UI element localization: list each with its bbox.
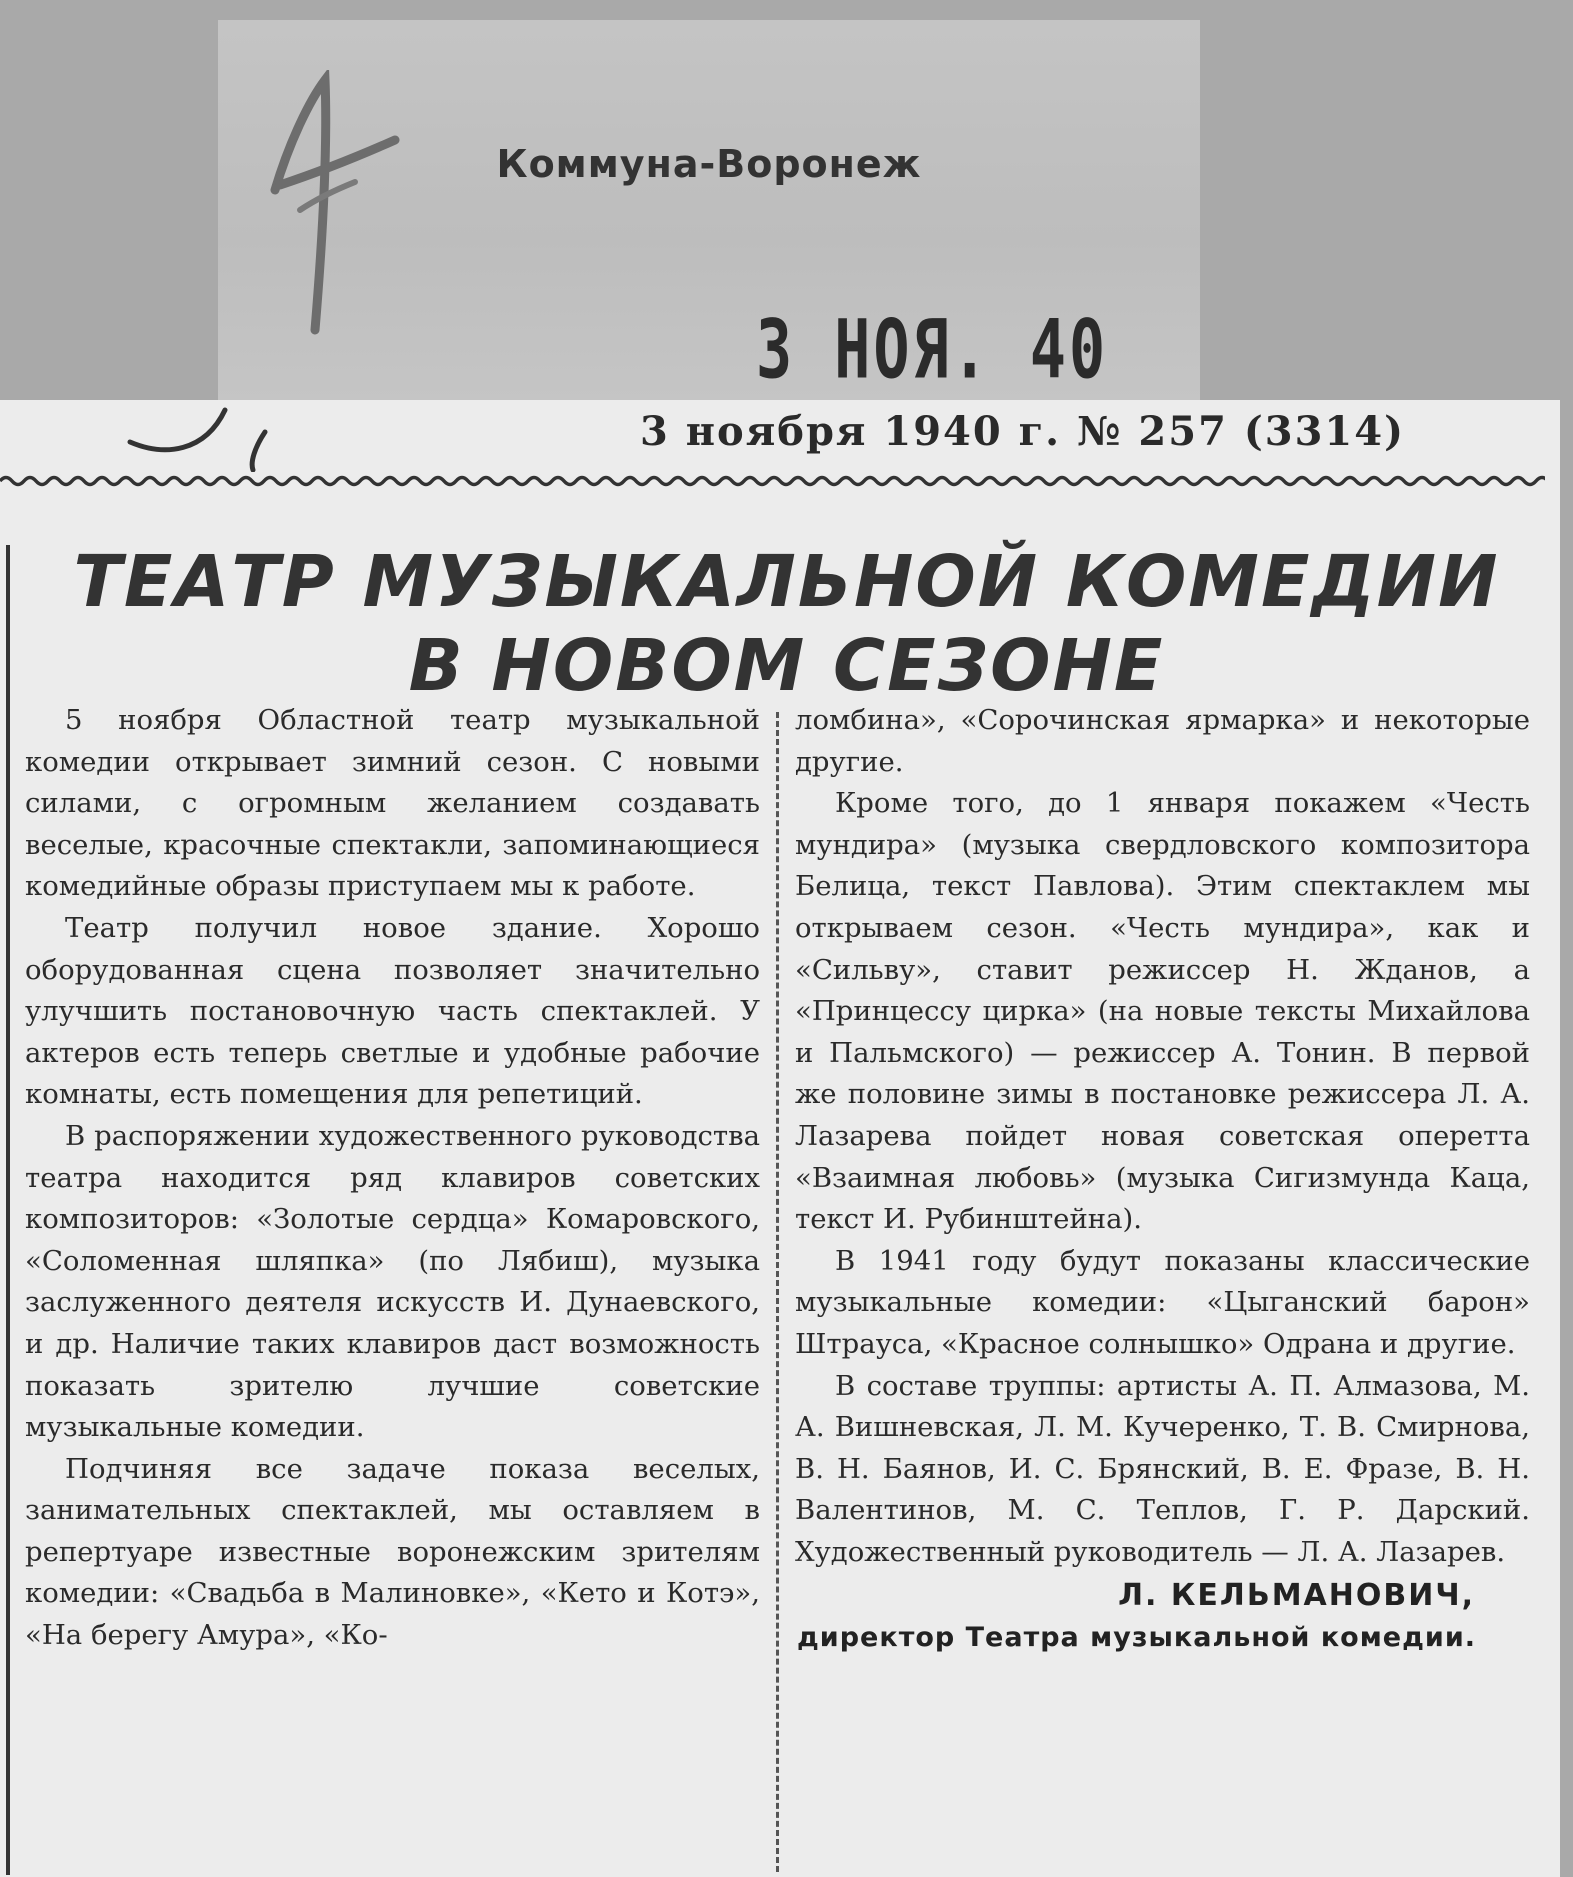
handwritten-mark — [255, 70, 415, 340]
headline-line-2: В НОВОМ СЕЗОНЕ — [408, 624, 1165, 707]
paragraph: Кроме того, до 1 января покажем «Честь мундира» (музыка свердловского композитора Белица, текст Павлова). Этим спектаклем мы открываем сезон. «Честь мундира», как и «Сильву», ставит режиссер Н. Жданов, а «Принцессу цирка» (на новые тексты Михайлова и Пальмского) — режиссер А. Тонин. В первой же половине зимы в постановке режиссера Л. А. Лазарева пойдет новая советская оперетта «Взаимная любовь» (музыка Сигизмунда Каца, текст И. Рубинштейна). — [795, 787, 1530, 1236]
author-title: директор Театра музыкальной комедии. — [797, 1622, 1477, 1654]
handwritten-number — [125, 402, 305, 472]
article-column-right — [795, 700, 1530, 1659]
paragraph: В 1941 году будут показаны классические музыкальные комедии: «Цыганский барон» Штрауса, «Красное солнышко» Одрана и другие. — [795, 1244, 1530, 1360]
paragraph-continuation: ломбина», «Сорочинская ярмарка» и некоторые другие. — [795, 704, 1530, 778]
headline-line-1: ТЕАТР МУЗЫКАЛЬНОЙ КОМЕДИИ — [73, 540, 1500, 623]
issue-date-line: 3 ноября 1940 г. № 257 (3314) — [640, 408, 1406, 455]
paragraph: В распоряжении художественного руководства театра находится ряд клавиров советских композиторов: «Золотые сердца» Комаровского, «Соломенная шляпка» (по Лябиш), музыка заслуженного деятеля искусств И. Дунаевского, и др. Наличие таких клавиров даст возможность показать зрителю лучшие советские музыкальные комедии. — [25, 1119, 760, 1444]
article-headline — [0, 540, 1573, 708]
paragraph: 5 ноября Областной театр музыкальной комедии открывает зимний сезон. С новыми силами, с огромным желанием создавать веселые, красочные спектакли, запоминающиеся комедийные образы приступаем мы к работе. — [25, 704, 760, 903]
paragraph: В составе труппы: артисты А. П. Алмазова, М. А. Вишневская, Л. М. Кучеренко, Т. В. Смирнова, В. Н. Баянов, И. С. Брянский, В. Е. Фразе, В. Н. Валентинов, М. С. Теплов, Г. Р. Дарский. Художественный руководитель — Л. А. Лазарев. — [795, 1369, 1530, 1568]
paragraph: Подчиняя все задаче показа веселых, занимательных спектаклей, мы оставляем в репертуаре известные воронежским зрителям комедии: «Свадьба в Малиновке», «Кето и Котэ», «На берегу Амура», «Ко- — [25, 1452, 760, 1652]
decorative-wavy-rule — [0, 472, 1545, 490]
paragraph: Театр получил новое здание. Хорошо оборудованная сцена позволяет значительно улучшить постановочную часть спектаклей. У актеров есть теперь светлые и удобные рабочие комнаты, есть помещения для репетиций. — [25, 911, 760, 1111]
stamp-date: 3 НОЯ. 40 — [756, 303, 1109, 398]
article-column-left — [25, 700, 760, 1657]
stamp-source: Коммуна-Воронеж — [496, 142, 922, 186]
column-border — [6, 545, 10, 1875]
author-signature: Л. КЕЛЬМАНОВИЧ, — [1118, 1578, 1475, 1614]
column-divider — [776, 712, 779, 1872]
